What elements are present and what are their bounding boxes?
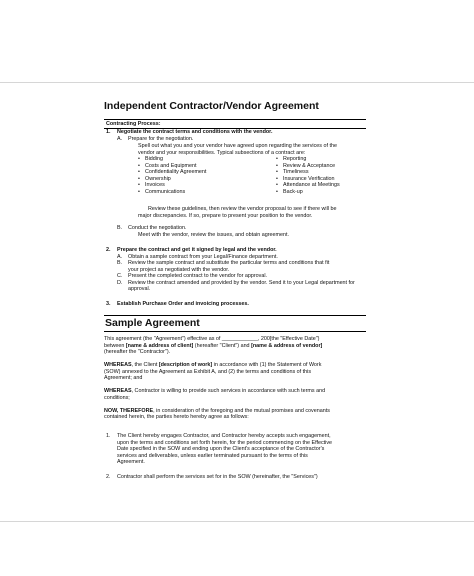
p4-text-1: , in consideration of the foregoing and the mutual promises and covenants <box>153 407 330 414</box>
p1-line-3: (hereafter the "Contractor"). <box>104 349 171 355</box>
s3-number: 3. <box>106 301 111 307</box>
bullet-dot: • <box>276 169 278 175</box>
s1-a-text: Prepare for the negotiation. <box>128 136 194 142</box>
process-heading: Contracting Process: <box>106 121 161 127</box>
s2-heading: Prepare the contract and get it signed by legal and the vendor. <box>117 247 277 253</box>
p2-text-2: in accordance with (1) the Statement of Work <box>212 362 322 368</box>
now-therefore: NOW, THEREFORE <box>104 407 154 414</box>
clause-2-number: 2. <box>106 474 111 480</box>
p1-text-1: This agreement (the "Agreement") effective as of <box>104 336 222 342</box>
bullet-item: Insurance Verification <box>283 175 335 182</box>
p2-text-1: , the Client <box>131 362 159 368</box>
s1-a-label: A. <box>117 136 123 142</box>
s3-heading: Establish Purchase Order and invoicing processes. <box>117 301 249 307</box>
s2-b-text-1: Review the sample contract and substitute the particular terms and conditions that fit <box>128 260 330 266</box>
s2-number: 2. <box>106 247 111 253</box>
p1-text-3: between <box>104 342 126 349</box>
bullet-dot: • <box>138 156 140 162</box>
s2-b-text-2: your project as negotiated with the vendor. <box>128 266 230 273</box>
bullet-dot: • <box>138 188 140 195</box>
vendor-placeholder: [name & address of vendor] <box>251 342 323 349</box>
s1-heading: Negotiate the contract terms and conditions with the vendor. <box>117 129 273 135</box>
clause-1-number: 1. <box>106 433 111 439</box>
bullet-item: Confidentiality Agreement <box>145 169 207 175</box>
p3-line-1 <box>104 388 325 394</box>
whereas-1: WHEREAS <box>104 362 132 368</box>
s2-a-label: A. <box>117 253 123 260</box>
bullet-item: Review & Acceptance <box>283 162 336 169</box>
client-placeholder: [name & address of client] <box>125 342 194 349</box>
s2-d-text-1: Review the contract amended and provided by the vendor. Send it to your Legal department for <box>128 279 355 286</box>
work-placeholder: [description of work] <box>158 362 213 368</box>
sample-bottom-rule <box>104 331 366 332</box>
p2-line-2: (SOW) annexed to the Agreement as Exhibit A, and (2) the terms and conditions of this <box>104 368 312 375</box>
clause-1-line-4: services and deliverables, unless earlier terminated pursuant to the terms of this <box>117 452 308 459</box>
clause-1-line-2: upon the terms and conditions set forth herein, for the period commencing on the Effective <box>117 439 333 446</box>
p1-line-1 <box>104 336 319 342</box>
s1-b-text-2: Meet with the vendor, review the issues, and obtain agreement. <box>138 231 290 238</box>
bullet-item: Timeliness <box>283 169 309 175</box>
p1-text-2: , 200[the "Effective Date") <box>257 336 320 342</box>
bullet-dot: • <box>276 182 278 188</box>
p4-line-1 <box>104 408 330 414</box>
p3-line-2: conditions; <box>104 394 130 401</box>
top-rule <box>104 119 366 120</box>
bullet-dot: • <box>276 175 278 182</box>
bullet-item: Ownership <box>145 175 171 182</box>
document-title: Independent Contractor/Vendor Agreement <box>104 100 319 112</box>
p2-line-1 <box>104 362 321 368</box>
clause-1-line-1: The Client hereby engages Contractor, and Contractor hereby accepts such engagement, <box>117 433 331 439</box>
s2-c-text: Present the completed contract to the vendor for approval. <box>128 273 268 279</box>
clause-1-line-5: Agreement. <box>117 459 145 465</box>
s1-number: 1. <box>106 129 111 135</box>
bullet-item: Bidding <box>145 156 163 162</box>
bullet-item: Back-up <box>283 188 303 195</box>
bullet-item: Communications <box>145 188 186 195</box>
bullet-dot: • <box>138 175 140 182</box>
p2-line-3: Agreement; and <box>104 375 143 381</box>
s2-a-text: Obtain a sample contract from your Legal/Finance department. <box>128 253 278 260</box>
s2-d-label: D. <box>117 279 123 286</box>
effective-date-blank: ____________ <box>221 336 258 342</box>
bullet-item: Attendance at Meetings <box>283 182 340 188</box>
bullet-item: Costs and Equipment <box>145 162 197 169</box>
s2-b-label: B. <box>117 260 123 266</box>
s2-d-text-2: approval. <box>128 286 151 292</box>
bullet-dot: • <box>138 169 140 175</box>
bullet-dot: • <box>276 162 278 169</box>
clause-1-line-3: Date specified in the SOW and ending upon the Client's acceptance of the Contractor's <box>117 446 325 452</box>
clause-2-line-1: Contractor shall perform the services set for in the SOW (hereinafter, the "Services") <box>117 474 318 480</box>
bullet-dot: • <box>138 182 140 188</box>
p1-line-2 <box>104 343 322 349</box>
bullet-dot: • <box>276 188 278 195</box>
s1-a-desc-2: vendor and your responsibilities. Typical subsections of a contract are: <box>138 149 306 156</box>
s1-b-text: Conduct the negotiation. <box>128 225 187 231</box>
s1-a-desc-1: Spell out what you and your vendor have agreed upon regarding the services of the <box>138 143 337 149</box>
s1-review-1: Review these guidelines, then review the vendor proposal to see if there will be <box>148 206 337 212</box>
bullet-item: Invoices <box>145 182 165 188</box>
sample-heading: Sample Agreement <box>105 317 200 329</box>
bullet-dot: • <box>138 162 140 169</box>
p1-text-4: (hereafter "Client") and <box>193 342 252 349</box>
s1-review-2: major discrepancies. If so, prepare to present your position to the vendor. <box>138 212 313 219</box>
sample-top-rule <box>104 315 366 316</box>
p4-line-2: contained herein, the parties hereto hereby agree as follows: <box>104 414 249 420</box>
bullet-item: Reporting <box>283 156 307 162</box>
bullet-dot: • <box>276 156 278 162</box>
s1-b-label: B. <box>117 225 123 231</box>
s2-c-label: C. <box>117 273 123 279</box>
p3-text-1: , Contractor is willing to provide such services in accordance with such terms and <box>131 388 326 394</box>
whereas-2: WHEREAS <box>104 388 132 394</box>
